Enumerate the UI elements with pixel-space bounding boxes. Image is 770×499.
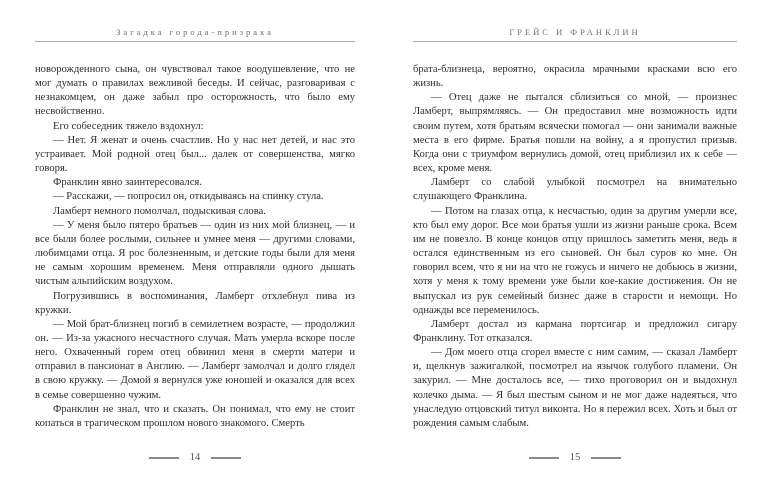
paragraph: — Мой брат-близнец погиб в семилетнем возрасте, — продолжил он. — Из-за ужасного несчастного случая. Мать умерла вскоре после него. Охваченный горем отец обвинил меня в смерти матери и отправил в пансионат в Англию. — Ламберт замолчал и долго глядел в свою кружку. — Домой я вернулся уже юношей и оказался для всех в семье совершенно чужим.: [35, 318, 355, 401]
paragraph: новорожденного сына, он чувствовал такое воодушевление, что не мог думать о правилах вежливой беседы. И сейчас, разговаривая с незнакомцем, он даже забыл про осторожность, что было ему несвойственно.: [35, 64, 355, 118]
page-number-dash: [149, 457, 179, 459]
paragraph: брата-близнеца, вероятно, окрасила мрачными красками всю его жизнь.: [413, 64, 737, 90]
paragraph: — Дом моего отца сгорел вместе с ним самим, — сказал Ламберт и, щелкнув зажигалкой, посмотрел на язычок голубого пламени. Он закурил. — Мне досталось все, — тихо проговорил он и выдохнул колечко дыма. — Я был шестым сыном и не мог даже надеяться, что унаследую отцовский титул виконта. Но я пережил всех. Хоть и был от рождения самым слабым.: [413, 347, 737, 429]
paragraph: Его собеседник тяжело вздохнул:: [53, 120, 204, 132]
left-header-rule: [35, 41, 355, 42]
paragraph: Ламберт со слабой улыбкой посмотрел на внимательно слушающего Франклина.: [413, 177, 737, 203]
right-page-footer: [413, 451, 737, 465]
right-running-header: ГРЕЙС И ФРАНКЛИН: [509, 27, 641, 37]
right-body-text: [413, 63, 737, 451]
paragraph: — Расскажи, — попросил он, откидываясь на спинку стула.: [53, 191, 324, 203]
paragraph: Погрузившись в воспоминания, Ламберт отхлебнул пива из кружки.: [35, 290, 355, 316]
right-page: [385, 0, 770, 499]
left-page-footer: [35, 451, 355, 465]
page-number-dash: [591, 457, 621, 459]
left-running-header: Загадка города-призрака: [116, 27, 274, 37]
paragraph: — Отец даже не пытался сблизиться со мной, — произнес Ламберт, выпрямляясь. — Он предоставил мне возможность идти своим путем, хотя братьям всячески помогал — они занимали важные места в его фирме. Братья пошли на войну, а я пропустил призыв. Когда они с триумфом вернулись домой, отец приблизил их к себе — всех, кроме меня.: [413, 92, 737, 175]
paragraph: — Нет. Я женат и очень счастлив. Но у нас нет детей, и нас это устраивает. Мой родной отец был... далек от совершенства, мягко говоря.: [35, 134, 355, 175]
left-body-text: [35, 63, 355, 451]
paragraph: Ламберт достал из кармана портсигар и предложил сигару Франклину. Тот отказался.: [413, 318, 737, 344]
page-number-dash: [529, 457, 559, 459]
paragraph: Ламберт немного помолчал, подыскивая слова.: [53, 205, 266, 217]
paragraph: — У меня было пятеро братьев — один из них мой близнец, — и все были более рослыми, сильнее и умнее меня — другими словами, любимцами отца. Я рос болезненным, и детские годы были для меня не самым хорошим временем. Меня отправляли одного дышать чистым альпийским воздухом.: [35, 219, 355, 288]
right-header-rule: [413, 41, 737, 42]
paragraph: Франклин не знал, что и сказать. Он понимал, что ему не стоит копаться в трагическом прошлом нового знакомого. Смерть: [35, 403, 355, 429]
right-page-number: 15: [569, 452, 581, 463]
page-number-dash: [211, 457, 241, 459]
paragraph: Франклин явно заинтересовался.: [53, 177, 202, 189]
paragraph: — Потом на глазах отца, к несчастью, один за другим умерли все, кто был ему дорог. Все мои братья ушли из жизни раньше срока. Всем им не повезло. В конце концов отцу пришлось заметить меня, ведь я остался единственным из его сыновей. Он был суров ко мне. Он говорил всем, что я ни на что не гожусь и ничего не добьюсь в жизни, хотя у меня к тому времени уже были кое-какие достижения. Он не выпускал из рук семейный бизнес даже в старости и немощи. Но однажды все переменилось.: [413, 205, 737, 316]
left-page-number: 14: [189, 452, 201, 463]
